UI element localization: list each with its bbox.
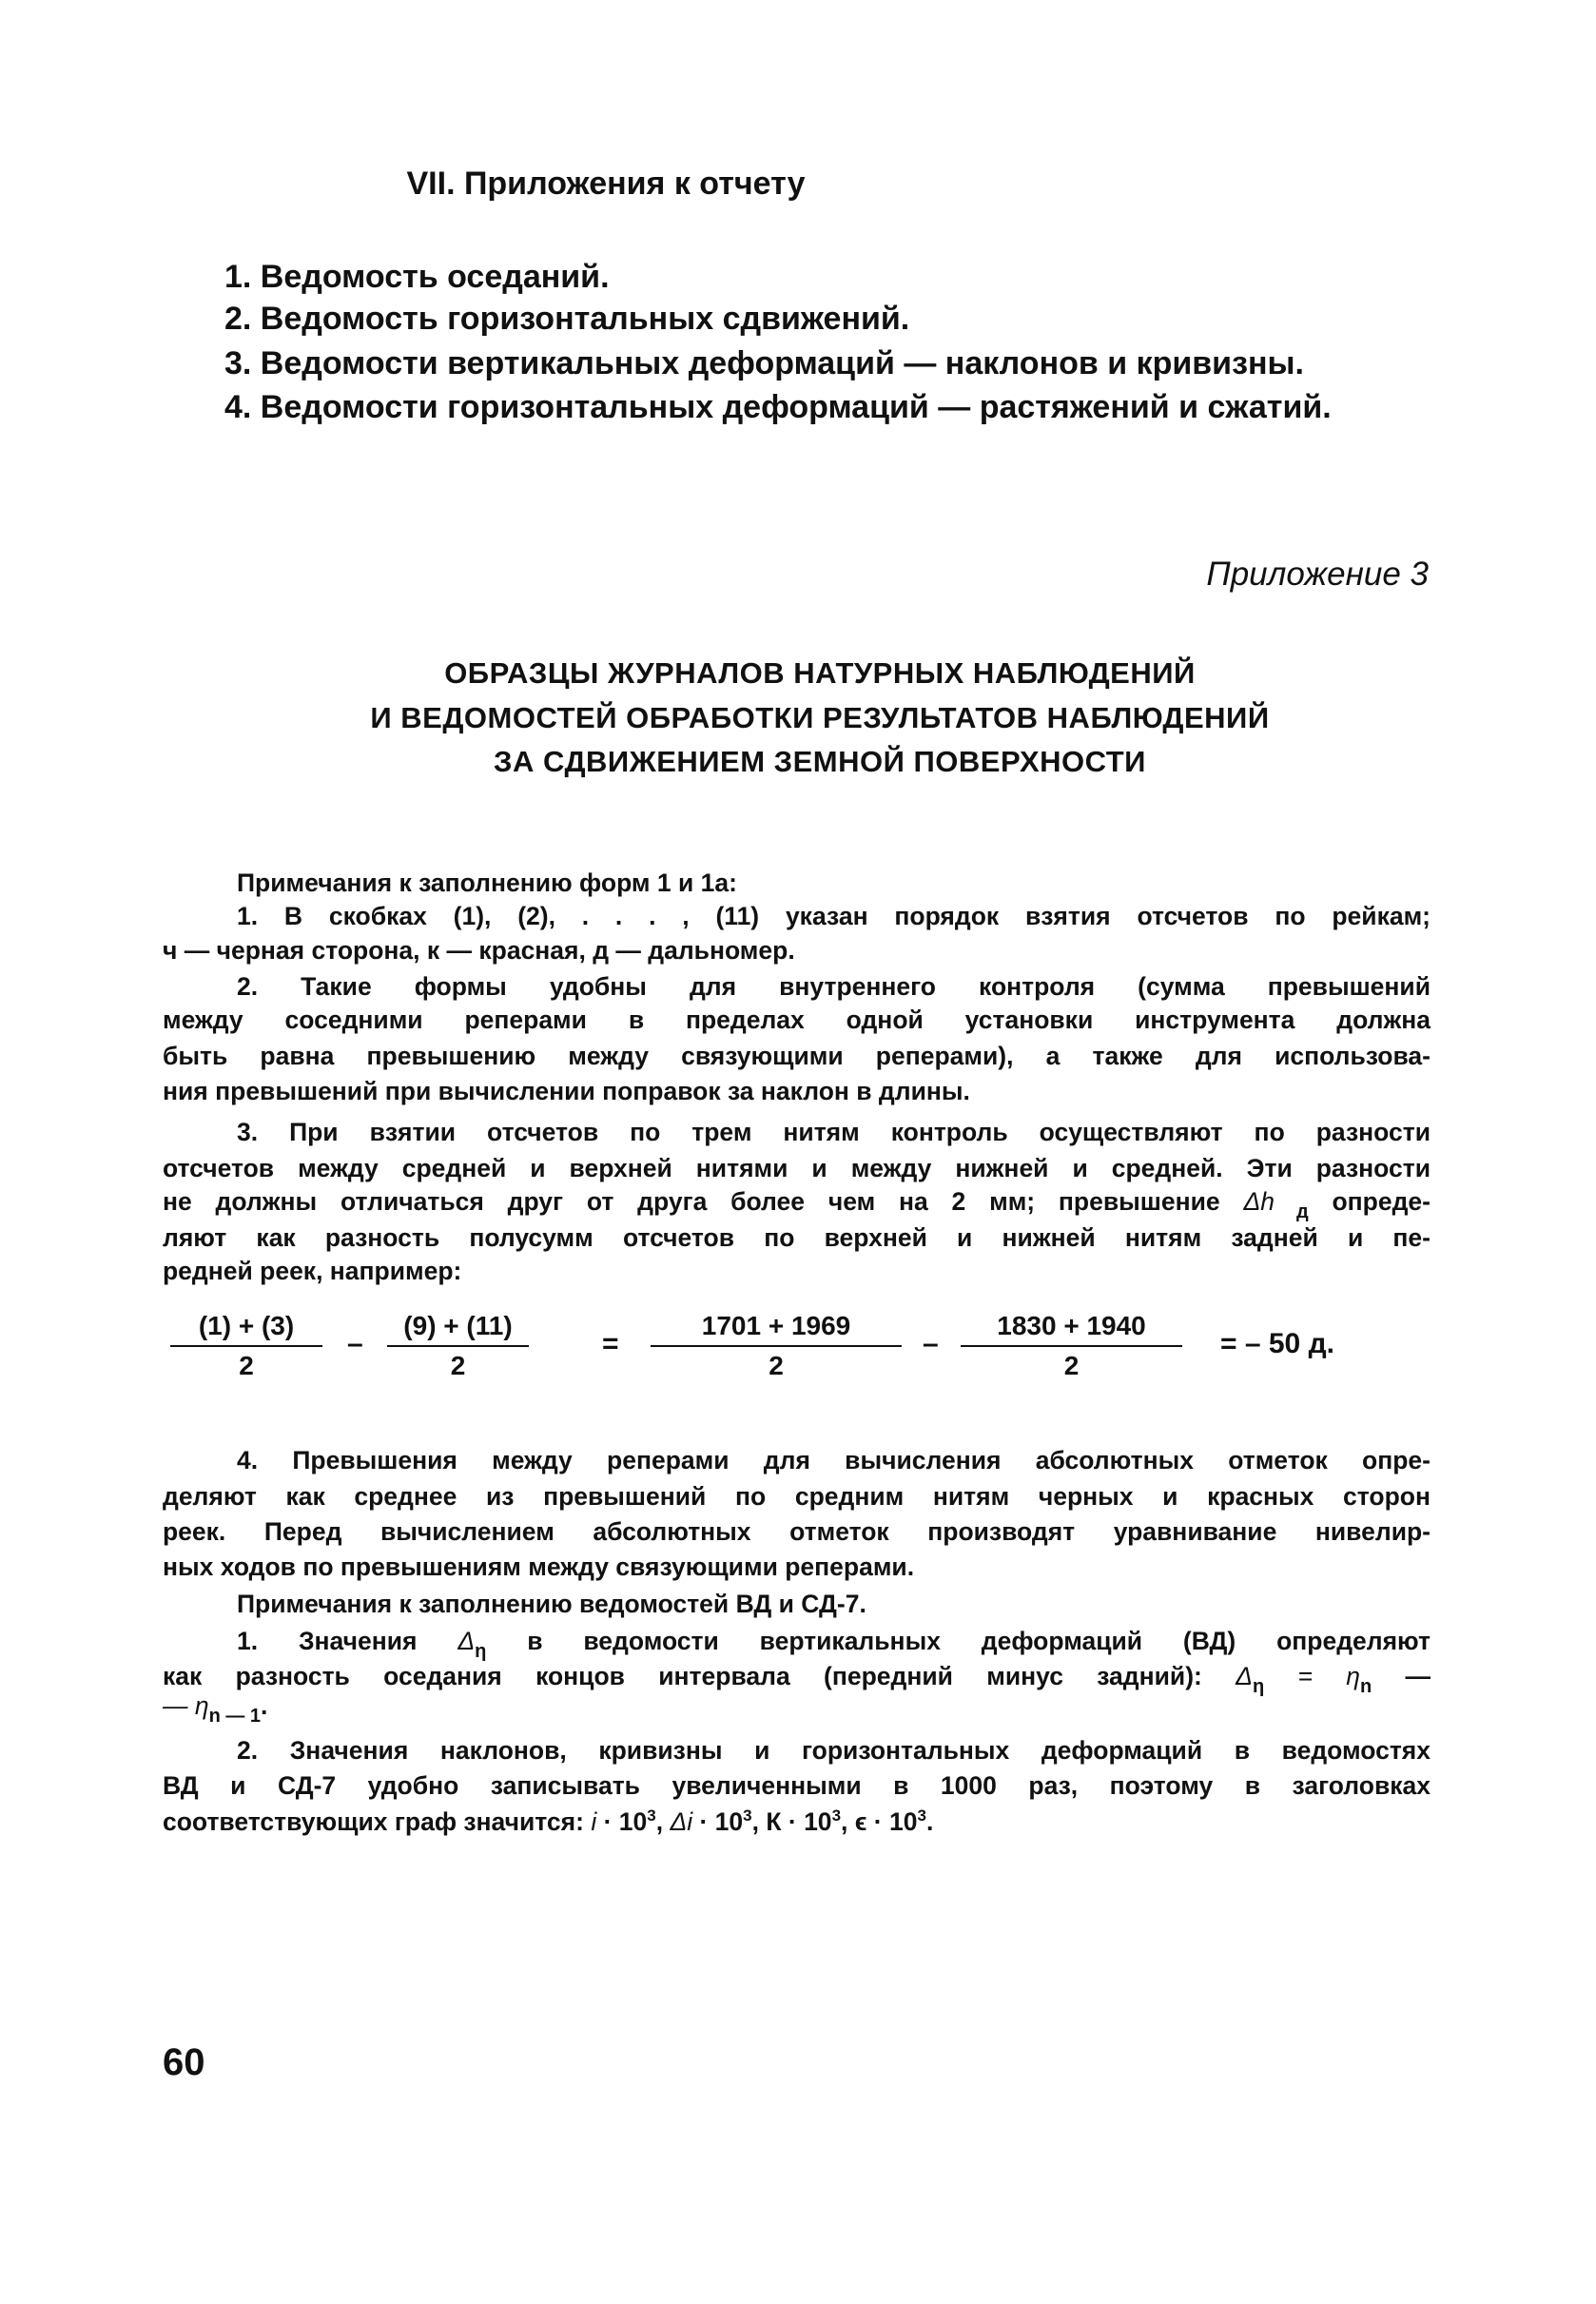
text-segment: Примечания к заполнению ведомостей ВД и СД-7. [237, 1590, 866, 1618]
operator: – [923, 1328, 939, 1359]
text-segment: . [261, 1691, 268, 1720]
text-line [163, 1769, 1431, 1802]
text-segment: · 10 [596, 1807, 648, 1836]
text-segment: Примечания к заполнению форм 1 и 1а: [237, 869, 737, 897]
text-segment: ных ходов по превышениям между связующими реперами. [163, 1552, 915, 1581]
operator: – [347, 1328, 363, 1359]
text-segment: — [1372, 1662, 1431, 1690]
text-segment: Δ [1236, 1662, 1253, 1690]
fraction [651, 1307, 902, 1385]
appendix-label: Приложение 3 [1206, 556, 1429, 593]
text-segment: = η [1264, 1662, 1360, 1690]
heading-line: ОБРАЗЦЫ ЖУРНАЛОВ НАТУРНЫХ НАБЛЮДЕНИЙ [444, 656, 1196, 690]
text-line [163, 1515, 1431, 1548]
text-segment: Δh [1243, 1187, 1275, 1216]
text-segment: отсчетов между средней и верхней нитями и между нижней и средней. Эти разности [163, 1154, 1431, 1182]
math-index: n — 1 [208, 1706, 262, 1727]
text-segment: редней реек, например: [163, 1257, 462, 1285]
text-segment: 1. В скобках (1), (2), . . . , (11) указан порядок взятия отсчетов по рейкам; [237, 902, 1431, 930]
list-item: 4. Ведомости горизонтальных деформаций — растяжений и сжатий. [224, 389, 1332, 425]
fraction [961, 1307, 1182, 1385]
text-segment: не должны отличаться друг от друга более чем на 2 мм; превышение [163, 1187, 1244, 1216]
fraction-numerator: (1) + (3) [198, 1311, 295, 1340]
text-line [163, 1806, 933, 1838]
fraction-denominator: 2 [450, 1351, 466, 1380]
math-index: 3 [743, 1806, 752, 1825]
heading-line: И ВЕДОМОСТЕЙ ОБРАБОТКИ РЕЗУЛЬТАТОВ НАБЛЮДЕНИЙ [370, 701, 1270, 734]
text-line [163, 1185, 1431, 1222]
heading-line: ЗА СДВИЖЕНИЕМ ЗЕМНОЙ ПОВЕРХНОСТИ [494, 745, 1146, 778]
text-segment: , К · 10 [751, 1807, 832, 1836]
text-line [237, 1625, 1431, 1662]
math-index: 3 [831, 1806, 842, 1825]
math-index: η [1252, 1676, 1265, 1697]
text-line [163, 1004, 1431, 1036]
text-line [237, 867, 737, 899]
text-line [163, 1040, 1431, 1072]
text-line [163, 1551, 914, 1583]
text-segment: опреде- [1308, 1187, 1431, 1216]
math-index: n [1359, 1676, 1372, 1697]
formula-result: = – 50 д. [1220, 1328, 1334, 1359]
text-segment: деляют как среднее из превышений по средним нитям черных и красных сторон [163, 1482, 1431, 1511]
text-segment: как разность оседания концов интервала (передний минус задний): [163, 1662, 1236, 1690]
text-line [163, 934, 795, 967]
math-index: 3 [647, 1806, 656, 1825]
fraction-numerator: 1701 + 1969 [701, 1311, 851, 1340]
text-line [163, 1689, 268, 1727]
text-line [237, 1734, 1431, 1767]
math-index: д [1274, 1201, 1309, 1222]
fraction-denominator: 2 [769, 1351, 784, 1380]
text-segment: 4. Превышения между реперами для вычисления абсолютных отметок опре- [237, 1446, 1431, 1474]
text-segment: Δi [670, 1807, 693, 1836]
text-segment: . [925, 1807, 934, 1836]
text-segment: быть равна превышению между связующими реперами), а также для использова- [163, 1042, 1431, 1070]
list-item: 3. Ведомости вертикальных деформаций — наклонов и кривизны. [224, 345, 1304, 381]
fraction-denominator: 2 [239, 1351, 254, 1380]
text-segment: Δ [457, 1627, 476, 1655]
text-line [237, 900, 1431, 932]
text-segment: 2. Такие формы удобны для внутреннего контроля (сумма превышений [237, 972, 1431, 1001]
fraction-denominator: 2 [1063, 1351, 1080, 1380]
text-segment: между соседними реперами в пределах одной установки инструмента должна [163, 1006, 1431, 1034]
fraction-numerator: 1830 + 1940 [997, 1311, 1146, 1340]
text-line [163, 1480, 1431, 1513]
math-index: 3 [917, 1806, 926, 1825]
text-line [163, 1221, 1431, 1254]
text-line [237, 1444, 1431, 1476]
text-segment: i [591, 1807, 597, 1836]
fraction-numerator: (9) + (11) [403, 1311, 513, 1340]
text-segment: соответствующих граф значится: [163, 1807, 592, 1836]
text-line [237, 970, 1431, 1003]
text-segment: 3. При взятии отсчетов по трем нитям контроль осуществляют по разности [237, 1118, 1431, 1146]
text-segment: ВД и СД-7 удобно записывать увеличенными в 1000 раз, поэтому в заголовках [163, 1771, 1431, 1800]
list-item: 2. Ведомость горизонтальных сдвижений. [224, 301, 910, 337]
text-line [237, 1116, 1431, 1148]
text-segment: , ϵ · 10 [841, 1807, 918, 1836]
text-segment: ч — черная сторона, к — красная, д — дальномер. [163, 936, 795, 965]
text-line [163, 1255, 461, 1287]
text-segment: ляют как разность полусумм отсчетов по верхней и нижней нитям задней и пе- [163, 1223, 1431, 1252]
text-line [163, 1660, 1431, 1697]
text-segment: · 10 [692, 1807, 744, 1836]
text-line [163, 1075, 970, 1107]
text-segment: ния превышений при вычислении поправок за наклон в длины. [163, 1077, 970, 1105]
text-segment: 2. Значения наклонов, кривизны и горизонтальных деформаций в ведомостях [237, 1736, 1431, 1765]
text-segment: 1. Значения [237, 1627, 458, 1655]
text-segment: в ведомости вертикальных деформаций (ВД) определяют [486, 1627, 1431, 1655]
page-number: 60 [163, 2041, 205, 2083]
text-segment: , [655, 1807, 671, 1836]
operator: = [602, 1328, 619, 1359]
text-segment: — η [163, 1691, 209, 1720]
text-line [163, 1152, 1431, 1184]
text-segment: реек. Перед вычислением абсолютных отметок производят уравнивание нивелир- [163, 1517, 1431, 1546]
math-index: η [475, 1641, 487, 1662]
fraction [170, 1307, 322, 1385]
text-line [237, 1588, 866, 1620]
list-item: 1. Ведомость оседаний. [224, 259, 610, 295]
fraction [387, 1307, 529, 1385]
section-title: VII. Приложения к отчету [406, 166, 806, 202]
